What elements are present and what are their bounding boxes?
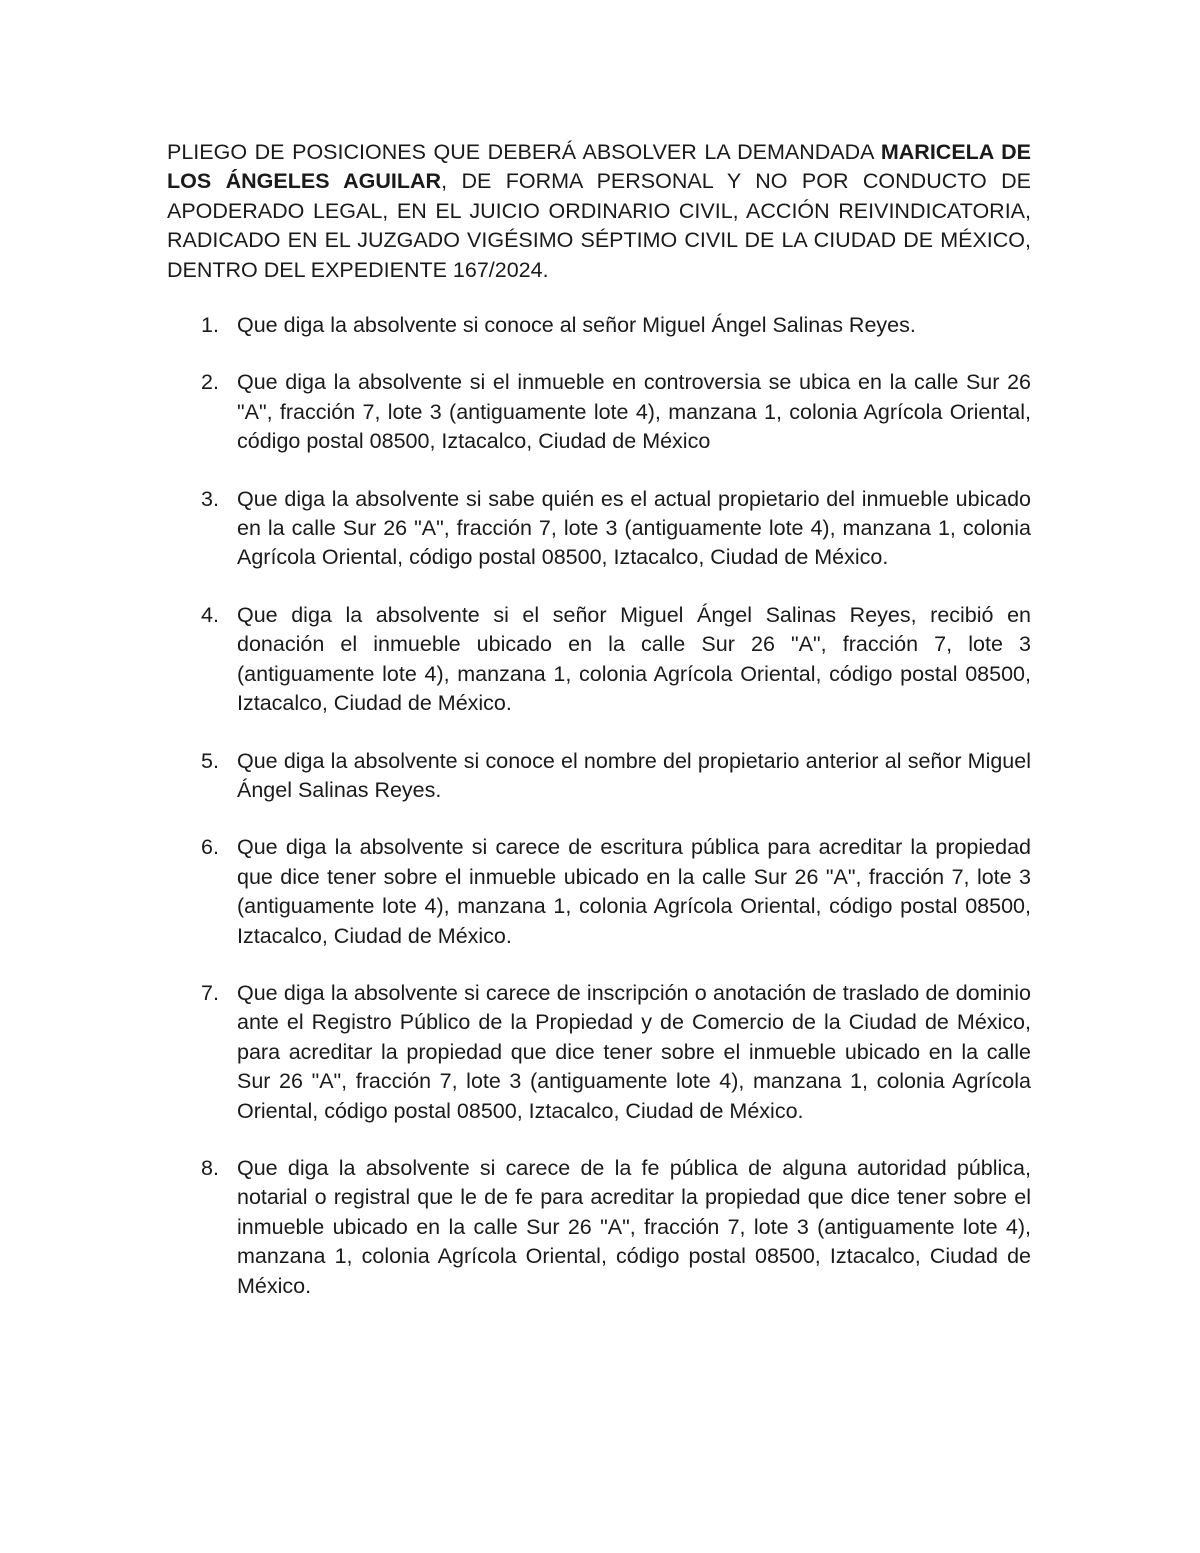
position-text: Que diga la absolvente si el inmueble en controversia se ubica en la calle Sur 26 "A", fracción 7, lote 3 (antiguamente lote 4), manzana 1, colonia Agrícola Oriental, código postal 08500, Iztacalco, Ciudad de México <box>237 370 1031 454</box>
document-page <box>167 138 1031 1329</box>
position-item <box>167 747 1031 806</box>
position-text: Que diga la absolvente si carece de inscripción o anotación de traslado de dominio ante el Registro Público de la Propiedad y de Comercio de la Ciudad de México, para acreditar la propiedad que dice tener sobre el inmueble ubicado en la calle Sur 26 "A", fracción 7, lote 3 (antiguamente lote 4), manzana 1, colonia Agrícola Oriental, código postal 08500, Iztacalco, Ciudad de México. <box>237 980 1031 1123</box>
position-number: 2. <box>201 370 219 395</box>
position-item <box>167 485 1031 573</box>
position-text: Que diga la absolvente si conoce el nombre del propietario anterior al señor Miguel Ángel Salinas Reyes. <box>237 748 1031 802</box>
position-item <box>167 979 1031 1126</box>
position-item <box>167 1154 1031 1301</box>
position-number: 5. <box>201 748 219 773</box>
position-item <box>167 833 1031 951</box>
position-text: Que diga la absolvente si sabe quién es el actual propietario del inmueble ubicado en la calle Sur 26 "A", fracción 7, lote 3 (antiguamente lote 4), manzana 1, colonia Agrícola Oriental, código postal 08500, Iztacalco, Ciudad de México. <box>237 486 1031 570</box>
position-number: 7. <box>201 980 219 1005</box>
position-item <box>167 311 1031 340</box>
positions-list <box>167 311 1031 1301</box>
position-number: 8. <box>201 1155 219 1180</box>
defendant-name: MARICELA DE LOS ÁNGELES AGUILAR <box>167 140 1031 194</box>
position-text: Que diga la absolvente si el señor Miguel Ángel Salinas Reyes, recibió en donación el inmueble ubicado en la calle Sur 26 "A", fracción 7, lote 3 (antiguamente lote 4), manzana 1, colonia Agrícola Oriental, código postal 08500, Iztacalco, Ciudad de México. <box>237 602 1031 716</box>
position-text: Que diga la absolvente si conoce al señor Miguel Ángel Salinas Reyes. <box>237 313 916 338</box>
position-text: Que diga la absolvente si carece de escritura pública para acreditar la propiedad que dice tener sobre el inmueble ubicado en la calle Sur 26 "A", fracción 7, lote 3 (antiguamente lote 4), manzana 1, colonia Agrícola Oriental, código postal 08500, Iztacalco, Ciudad de México. <box>237 835 1031 948</box>
position-number: 4. <box>201 602 219 627</box>
position-text: Que diga la absolvente si carece de la fe pública de alguna autoridad pública, notarial o registral que le de fe para acreditar la propiedad que dice tener sobre el inmueble ubicado en la calle Sur 26 "A", fracción 7, lote 3 (antiguamente lote 4), manzana 1, colonia Agrícola Oriental, código postal 08500, Iztacalco, Ciudad de México. <box>237 1155 1031 1298</box>
heading-text-end: , DE FORMA PERSONAL Y NO POR CONDUCTO DE APODERADO LEGAL, EN EL JUICIO ORDINARIO CIVIL, ACCIÓN REIVINDICATORIA, RADICADO EN EL JUZGADO VIGÉSIMO SÉPTIMO CIVIL DE LA CIUDAD DE MÉXICO, DENTRO DEL EXPEDIENTE 167/2024. <box>167 169 1031 282</box>
position-number: 1. <box>201 313 219 338</box>
position-number: 6. <box>201 835 219 860</box>
heading-text-start: PLIEGO DE POSICIONES QUE DEBERÁ ABSOLVER LA DEMANDADA <box>167 140 881 164</box>
position-item <box>167 601 1031 719</box>
document-heading <box>167 138 1031 285</box>
position-item <box>167 368 1031 456</box>
position-number: 3. <box>201 486 219 511</box>
